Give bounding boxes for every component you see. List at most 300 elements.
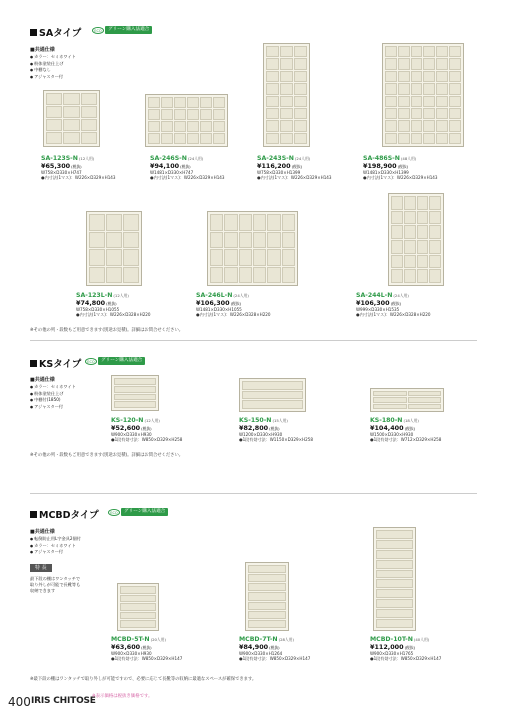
ks-spec-heading: ■共通仕様	[30, 377, 55, 383]
price: ¥104,400(税抜)	[370, 424, 416, 432]
shelf-compartment	[200, 97, 212, 108]
sa-section-title: SAタイプ	[30, 25, 81, 39]
shelf-compartment	[148, 97, 160, 108]
shelf-compartment	[376, 609, 413, 618]
model-name: KS-180-N(18人用)	[370, 417, 419, 424]
ks-150-image	[239, 378, 306, 412]
shelf-compartment	[411, 96, 423, 107]
product-ks-120	[111, 417, 182, 442]
shelf-compartment	[280, 58, 293, 69]
shelf-compartment	[417, 255, 429, 269]
product-sa-123s	[41, 155, 116, 180]
shelf-compartment	[385, 133, 397, 144]
shelf-compartment	[282, 232, 295, 249]
mcbd-section-title: MCBDタイプ	[30, 507, 99, 521]
shelf-compartment	[376, 579, 413, 588]
shelf-compartment	[294, 46, 307, 57]
product-mcbd-5t	[111, 636, 182, 661]
inner-dimensions: ●1段有効寸法：W850×D329×H147	[370, 656, 442, 661]
shelf-compartment	[411, 133, 423, 144]
shelf-compartment	[423, 133, 435, 144]
shelf-compartment	[114, 386, 156, 393]
shelf-compartment	[391, 196, 403, 210]
shelf-compartment	[280, 108, 293, 119]
spec-item: ● 中棚なし	[30, 67, 76, 74]
shelf-compartment	[411, 71, 423, 82]
dimensions: W1500×D330×H930	[370, 432, 414, 437]
model-name: SA-123L-N(12人用)	[76, 292, 129, 299]
shelf-compartment	[63, 119, 79, 131]
shelf-compartment	[436, 71, 448, 82]
eco-mark-icon: ECO	[85, 358, 97, 365]
product-ks-180	[370, 417, 441, 442]
shelf-compartment	[120, 595, 156, 603]
shelf-compartment	[81, 106, 97, 118]
square-bullet-icon	[30, 360, 37, 367]
shelf-compartment	[200, 121, 212, 132]
mcbd-10t-image	[373, 527, 416, 631]
price: ¥106,300(税抜)	[356, 299, 402, 307]
shelf-compartment	[63, 106, 79, 118]
product-sa-244l	[356, 292, 431, 317]
shelf-compartment	[123, 249, 139, 266]
shelf-compartment	[242, 381, 303, 390]
shelf-compartment	[248, 602, 286, 610]
model-name: SA-123S-N(12人用)	[41, 155, 95, 162]
shelf-compartment	[224, 249, 237, 266]
product-sa-246s	[150, 155, 225, 180]
shelf-compartment	[449, 83, 461, 94]
shelf-compartment	[89, 214, 105, 231]
shelf-compartment	[248, 611, 286, 619]
shelf-compartment	[391, 225, 403, 239]
shelf-compartment	[449, 58, 461, 69]
shelf-compartment	[391, 240, 403, 254]
shelf-compartment	[89, 232, 105, 249]
section-divider	[30, 340, 477, 341]
shelf-compartment	[449, 120, 461, 131]
sa-spec-list	[30, 54, 76, 80]
price: ¥106,300(税抜)	[196, 299, 242, 307]
price: ¥63,600(税抜)	[111, 643, 152, 651]
sa-note: ※その他の列・段数もご用意できます(別途お見積)。詳細はお問合せください。	[30, 328, 184, 333]
model-name: KS-150-N(15人用)	[239, 417, 288, 424]
shelf-compartment	[391, 255, 403, 269]
shelf-compartment	[123, 267, 139, 284]
inner-dimensions: ●1段有効寸法：W712×D329×H258	[370, 437, 442, 442]
mcbd-7t-image	[245, 562, 289, 631]
shelf-compartment	[242, 400, 303, 409]
shelf-compartment	[294, 83, 307, 94]
green-purchase-badge: グリーン購入法適合	[121, 508, 168, 516]
shelf-compartment	[213, 133, 225, 144]
shelf-compartment	[376, 619, 413, 628]
shelf-compartment	[404, 225, 416, 239]
shelf-compartment	[280, 46, 293, 57]
shelf-compartment	[106, 249, 122, 266]
spec-item: ● 転倒防止用L字金具2個付	[30, 536, 81, 543]
spec-item: ● アジャスター付	[30, 404, 76, 411]
model-name: MCBD-7T-N(28人用)	[239, 636, 294, 643]
shelf-compartment	[398, 83, 410, 94]
shelf-compartment	[417, 240, 429, 254]
shelf-compartment	[267, 232, 280, 249]
ks-section-title: KSタイプ	[30, 356, 81, 370]
shelf-compartment	[89, 249, 105, 266]
shelf-compartment	[429, 225, 441, 239]
shelf-compartment	[63, 93, 79, 105]
shelf-compartment	[148, 109, 160, 120]
model-name: SA-486S-N(48人用)	[363, 155, 417, 162]
shelf-compartment	[46, 132, 62, 144]
sa-244l-image	[388, 193, 444, 286]
product-ks-150	[239, 417, 313, 442]
shelf-compartment	[417, 196, 429, 210]
shelf-compartment	[376, 589, 413, 598]
dimensions: W999×D330×H1535	[356, 307, 400, 312]
shelf-compartment	[398, 133, 410, 144]
dimensions: W900×D330×H1765	[370, 651, 414, 656]
product-sa-246l	[196, 292, 271, 317]
shelf-compartment	[248, 565, 286, 573]
shelf-compartment	[253, 232, 266, 249]
shelf-compartment	[174, 121, 186, 132]
inner-dimensions: ●内寸法(1マス)：W226×D328×H220	[196, 312, 271, 317]
shelf-compartment	[280, 83, 293, 94]
shelf-compartment	[385, 83, 397, 94]
price: ¥84,900(税抜)	[239, 643, 280, 651]
shelf-compartment	[187, 121, 199, 132]
inner-dimensions: ●内寸法(1マス)：W226×D328×H220	[356, 312, 431, 317]
model-name: MCBD-5T-N(20人用)	[111, 636, 166, 643]
shelf-compartment	[120, 603, 156, 611]
shelf-compartment	[398, 108, 410, 119]
sa-246l-image	[207, 211, 298, 286]
inner-dimensions: ●1段有効寸法：W850×D329×H147	[111, 656, 183, 661]
shelf-compartment	[411, 120, 423, 131]
price: ¥74,800(税抜)	[76, 299, 117, 307]
shelf-compartment	[161, 121, 173, 132]
shelf-compartment	[429, 255, 441, 269]
shelf-compartment	[210, 249, 223, 266]
shelf-compartment	[423, 46, 435, 57]
shelf-compartment	[429, 240, 441, 254]
shelf-compartment	[81, 132, 97, 144]
shelf-compartment	[436, 58, 448, 69]
shelf-compartment	[224, 267, 237, 284]
shelf-compartment	[429, 269, 441, 283]
shelf-compartment	[120, 586, 156, 594]
shelf-compartment	[266, 108, 279, 119]
shelf-compartment	[200, 109, 212, 120]
shelf-compartment	[239, 267, 252, 284]
shelf-compartment	[248, 592, 286, 600]
shelf-compartment	[436, 108, 448, 119]
shelf-compartment	[294, 96, 307, 107]
ks-120-image	[111, 375, 159, 411]
shelf-compartment	[187, 97, 199, 108]
shelf-compartment	[429, 196, 441, 210]
shelf-compartment	[385, 58, 397, 69]
shelf-compartment	[376, 560, 413, 569]
inner-dimensions: ●内寸法(1マス)：W226×D329×H143	[150, 175, 225, 180]
shelf-compartment	[404, 211, 416, 225]
shelf-compartment	[436, 96, 448, 107]
shelf-compartment	[210, 214, 223, 231]
shelf-compartment	[449, 71, 461, 82]
shelf-compartment	[224, 214, 237, 231]
shelf-compartment	[242, 391, 303, 400]
shelf-compartment	[411, 58, 423, 69]
shelf-compartment	[63, 132, 79, 144]
dimensions: W900×D330×H930	[111, 432, 152, 437]
shelf-compartment	[123, 214, 139, 231]
shelf-compartment	[385, 120, 397, 131]
sa-486s-image	[382, 43, 464, 147]
dimensions: W758×D330×H1399	[257, 170, 301, 175]
eco-mark-icon: ECO	[92, 27, 104, 34]
price: ¥94,100(税抜)	[150, 162, 191, 170]
shelf-compartment	[248, 583, 286, 591]
shelf-compartment	[282, 249, 295, 266]
shelf-compartment	[449, 133, 461, 144]
shelf-compartment	[294, 133, 307, 144]
shelf-compartment	[385, 108, 397, 119]
shelf-compartment	[253, 267, 266, 284]
shelf-compartment	[266, 133, 279, 144]
shelf-compartment	[266, 58, 279, 69]
shelf-compartment	[449, 108, 461, 119]
brand-logo: IRIS CHITOSE	[31, 696, 96, 706]
dimensions: W1481×D330×H1055	[196, 307, 242, 312]
shelf-compartment	[423, 71, 435, 82]
shelf-compartment	[282, 267, 295, 284]
shelf-compartment	[376, 550, 413, 559]
mcbd-note: ※最下段の棚はワンタッチで取り外しが可能ですので、必要に応じて長靴等の収納に最適なスペースが確保できます。	[30, 677, 257, 682]
shelf-compartment	[398, 71, 410, 82]
shelf-compartment	[411, 46, 423, 57]
shelf-compartment	[248, 574, 286, 582]
shelf-compartment	[294, 108, 307, 119]
dimensions: W1481×D330×H1399	[363, 170, 409, 175]
product-mcbd-10t	[370, 636, 441, 661]
shelf-compartment	[391, 211, 403, 225]
shelf-compartment	[376, 530, 413, 539]
shelf-compartment	[391, 269, 403, 283]
shelf-compartment	[417, 269, 429, 283]
shelf-compartment	[398, 46, 410, 57]
sa-123l-image	[86, 211, 142, 286]
inner-dimensions: ●内寸法(1マス)：W226×D328×H220	[76, 312, 151, 317]
shelf-compartment	[280, 71, 293, 82]
shelf-compartment	[408, 397, 442, 402]
shelf-compartment	[398, 96, 410, 107]
shelf-compartment	[89, 267, 105, 284]
product-sa-486s	[363, 155, 438, 180]
shelf-compartment	[423, 58, 435, 69]
shelf-compartment	[398, 58, 410, 69]
shelf-compartment	[253, 249, 266, 266]
shelf-compartment	[81, 93, 97, 105]
price: ¥198,900(税抜)	[363, 162, 409, 170]
shelf-compartment	[280, 96, 293, 107]
shelf-compartment	[266, 96, 279, 107]
inner-dimensions: ●内寸法(1マス)：W226×D329×H143	[363, 175, 438, 180]
shelf-compartment	[114, 378, 156, 385]
shelf-compartment	[213, 121, 225, 132]
feature-tag: 特 長	[30, 564, 52, 572]
inner-dimensions: ●1段有効寸法：W850×D329×H147	[239, 656, 311, 661]
price: ¥116,200(税抜)	[257, 162, 303, 170]
shelf-compartment	[429, 211, 441, 225]
shelf-compartment	[266, 71, 279, 82]
shelf-compartment	[449, 46, 461, 57]
shelf-compartment	[239, 214, 252, 231]
shelf-compartment	[423, 120, 435, 131]
shelf-compartment	[282, 214, 295, 231]
dimensions: W1481×D330×H747	[150, 170, 194, 175]
shelf-compartment	[449, 96, 461, 107]
square-bullet-icon	[30, 511, 37, 518]
shelf-compartment	[266, 46, 279, 57]
shelf-compartment	[404, 255, 416, 269]
ks-note: ※その他の列・段数もご用意できます(別途お見積)。詳細はお問合せください。	[30, 453, 184, 458]
shelf-compartment	[253, 214, 266, 231]
dimensions: W1200×D330×H930	[239, 432, 283, 437]
shelf-compartment	[376, 540, 413, 549]
shelf-compartment	[187, 109, 199, 120]
shelf-compartment	[200, 133, 212, 144]
shelf-compartment	[280, 133, 293, 144]
shelf-compartment	[213, 109, 225, 120]
shelf-compartment	[417, 225, 429, 239]
shelf-compartment	[81, 119, 97, 131]
shelf-compartment	[120, 620, 156, 628]
price: ¥112,000(税抜)	[370, 643, 416, 651]
shelf-compartment	[267, 249, 280, 266]
shelf-compartment	[114, 401, 156, 408]
shelf-compartment	[187, 133, 199, 144]
dimensions: W758×D330×H1055	[76, 307, 120, 312]
shelf-compartment	[224, 232, 237, 249]
model-name: SA-246L-N(24人用)	[196, 292, 249, 299]
shelf-compartment	[123, 232, 139, 249]
dimensions: W900×D330×H1264	[239, 651, 283, 656]
shelf-compartment	[114, 394, 156, 401]
shelf-compartment	[385, 71, 397, 82]
shelf-compartment	[373, 397, 407, 402]
shelf-compartment	[280, 120, 293, 131]
eco-mark-icon: ECO	[108, 509, 120, 516]
shelf-compartment	[148, 133, 160, 144]
shelf-compartment	[376, 599, 413, 608]
mcbd-spec-list	[30, 536, 81, 556]
model-name: KS-120-N(12人用)	[111, 417, 160, 424]
spec-item: ● 粉体塗装仕上げ	[30, 61, 76, 68]
shelf-compartment	[174, 133, 186, 144]
shelf-compartment	[106, 232, 122, 249]
shelf-compartment	[148, 121, 160, 132]
shelf-compartment	[210, 232, 223, 249]
shelf-compartment	[161, 133, 173, 144]
shelf-compartment	[294, 58, 307, 69]
square-bullet-icon	[30, 29, 37, 36]
shelf-compartment	[266, 120, 279, 131]
shelf-compartment	[404, 269, 416, 283]
shelf-compartment	[398, 120, 410, 131]
shelf-compartment	[294, 71, 307, 82]
model-name: SA-244L-N(24人用)	[356, 292, 409, 299]
shelf-compartment	[436, 46, 448, 57]
feature-text: 最下段の棚はワンタッチで 取り外しが可能で長靴等も 収納できます	[30, 576, 81, 593]
sa-123s-image	[43, 90, 100, 147]
shelf-compartment	[120, 612, 156, 620]
inner-dimensions: ●内寸法(1マス)：W226×D329×H143	[41, 175, 116, 180]
shelf-compartment	[239, 232, 252, 249]
product-sa-243s	[257, 155, 332, 180]
shelf-compartment	[174, 109, 186, 120]
inner-dimensions: ●内寸法(1マス)：W226×D329×H143	[257, 175, 332, 180]
spec-item: ● カラー：セミホワイト	[30, 54, 76, 61]
spec-item: ● 粉体塗装仕上げ	[30, 391, 76, 398]
shelf-compartment	[106, 214, 122, 231]
ks-spec-list	[30, 384, 76, 410]
inner-dimensions: ●1段有効寸法：W1150×D329×H258	[239, 437, 313, 442]
shelf-compartment	[385, 46, 397, 57]
shelf-compartment	[373, 391, 407, 396]
shelf-compartment	[294, 120, 307, 131]
page-number: 400	[8, 695, 31, 709]
shelf-compartment	[408, 391, 442, 396]
shelf-compartment	[385, 96, 397, 107]
spec-item: ● アジャスター付	[30, 549, 81, 556]
price: ¥82,800(税抜)	[239, 424, 280, 432]
spec-item: ● 中棚付(1850)	[30, 397, 76, 404]
shelf-compartment	[174, 97, 186, 108]
shelf-compartment	[267, 267, 280, 284]
inner-dimensions: ●1段有効寸法：W850×D329×H258	[111, 437, 183, 442]
mcbd-5t-image	[117, 583, 159, 631]
green-purchase-badge: グリーン購入法適合	[98, 357, 145, 365]
model-name: MCBD-10T-N(40人用)	[370, 636, 430, 643]
shelf-compartment	[46, 93, 62, 105]
shelf-compartment	[417, 211, 429, 225]
dimensions: W900×D330×H930	[111, 651, 152, 656]
shelf-compartment	[266, 83, 279, 94]
shelf-compartment	[267, 214, 280, 231]
shelf-compartment	[404, 196, 416, 210]
shelf-compartment	[161, 109, 173, 120]
sa-246s-image	[145, 94, 228, 147]
shelf-compartment	[210, 267, 223, 284]
shelf-compartment	[376, 570, 413, 579]
dimensions: W758×D330×H747	[41, 170, 82, 175]
shelf-compartment	[373, 404, 407, 409]
spec-item: ● アジャスター付	[30, 74, 76, 81]
shelf-compartment	[404, 240, 416, 254]
sa-spec-heading: ■共通仕様	[30, 47, 55, 53]
shelf-compartment	[46, 106, 62, 118]
green-purchase-badge: グリーン購入法適合	[105, 26, 152, 34]
mcbd-spec-heading: ■共通仕様	[30, 529, 55, 535]
shelf-compartment	[239, 249, 252, 266]
model-name: SA-243S-N(24人用)	[257, 155, 311, 162]
shelf-compartment	[46, 119, 62, 131]
shelf-compartment	[423, 108, 435, 119]
shelf-compartment	[408, 404, 442, 409]
model-name: SA-246S-N(24人用)	[150, 155, 204, 162]
shelf-compartment	[423, 96, 435, 107]
